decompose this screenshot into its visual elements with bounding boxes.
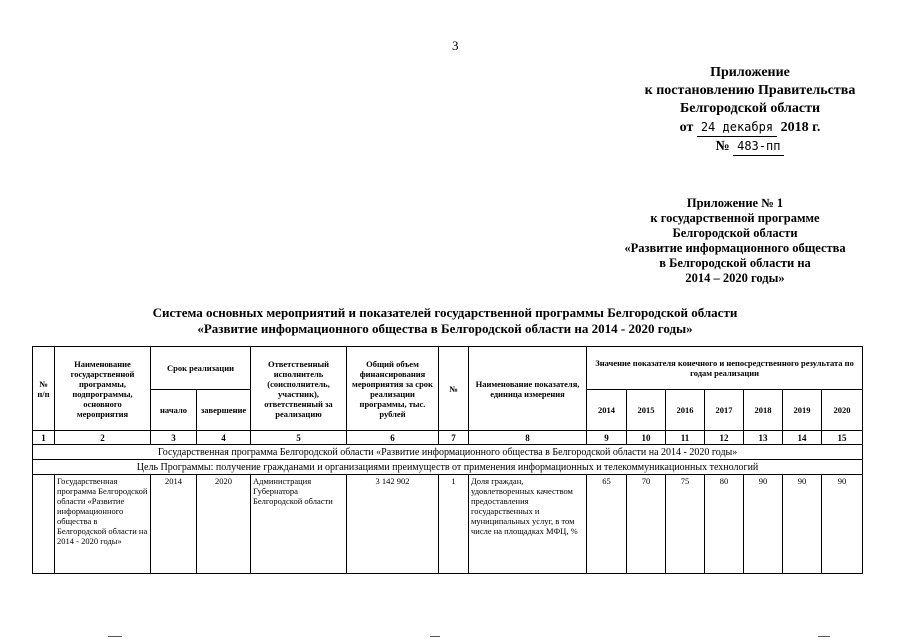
column-number: 15 (822, 431, 863, 445)
page-number: 3 (452, 38, 459, 53)
header-year: 2018 (744, 390, 783, 431)
column-number: 7 (439, 431, 469, 445)
column-number: 9 (587, 431, 627, 445)
number-typed: 483-пп (733, 137, 784, 156)
goal-row: Цель Программы: получение гражданами и организациями преимуществ от применения информационных и телекоммуникационных технологий (33, 460, 863, 475)
header-values: Значение показателя конечного и непосредственного результата по годам реализации (587, 347, 863, 390)
header-year: 2019 (783, 390, 822, 431)
header-year: 2017 (705, 390, 744, 431)
header-indicator-num: № (439, 347, 469, 431)
header-indicator: Наименование показателя, единица измерения (469, 347, 587, 431)
cell-value: 75 (666, 475, 705, 574)
cell-num (33, 475, 55, 574)
scan-mark (108, 636, 122, 637)
title-line1: Система основных мероприятий и показателей государственной программы Белгородской области (152, 305, 738, 320)
document-title (60, 305, 830, 337)
appendix-main-line1: Приложение (710, 65, 790, 80)
program-table (32, 346, 863, 574)
header-year: 2014 (587, 390, 627, 431)
appendix-main-line2: к постановлению Правительства (644, 83, 856, 98)
appendix-main-header (620, 64, 880, 156)
appendix-program-line3: Белгородской области (672, 226, 798, 240)
cell-financing: 3 142 902 (347, 475, 439, 574)
appendix-program-line4: «Развитие информационного общества (624, 241, 846, 255)
column-number: 2 (55, 431, 151, 445)
cell-value: 90 (822, 475, 863, 574)
cell-responsible: Администрация Губернатора Белгородской области (251, 475, 347, 574)
appendix-main-number-line (620, 137, 880, 156)
appendix-program-header (600, 196, 870, 286)
appendix-main-line3: Белгородской области (679, 101, 821, 116)
column-number: 10 (627, 431, 666, 445)
column-number: 11 (666, 431, 705, 445)
appendix-program-line2: к государственной программе (650, 211, 820, 225)
column-number: 13 (744, 431, 783, 445)
appendix-main-date-line (620, 118, 880, 137)
header-start: начало (151, 390, 197, 431)
column-number: 5 (251, 431, 347, 445)
number-prefix: № (715, 139, 730, 154)
column-number: 3 (151, 431, 197, 445)
title-line2: «Развитие информационного общества в Белгородской области на 2014 - 2020 годы» (197, 321, 693, 336)
cell-indicator-num: 1 (439, 475, 469, 574)
cell-value: 70 (627, 475, 666, 574)
column-number: 14 (783, 431, 822, 445)
scan-mark (818, 636, 830, 637)
column-number: 4 (197, 431, 251, 445)
cell-name: Государственная программа Белгородской области «Развитие информационного общества в Белгородской области на 2014 - 2020 годы» (55, 475, 151, 574)
date-prefix: от (679, 120, 694, 135)
column-number-row (33, 431, 863, 445)
header-year: 2020 (822, 390, 863, 431)
cell-indicator: Доля граждан, удовлетворенных качеством предоставления государственных и муниципальных услуг, в том числе на площадках МФЦ, % (469, 475, 587, 574)
cell-value: 90 (744, 475, 783, 574)
scan-mark (430, 636, 440, 637)
header-year: 2016 (666, 390, 705, 431)
header-financing: Общий объем финансирования мероприятия за срок реализации программы, тыс. рублей (347, 347, 439, 431)
column-number: 8 (469, 431, 587, 445)
header-period: Срок реализации (151, 347, 251, 390)
appendix-program-line5: в Белгородской области на (659, 256, 811, 270)
column-number: 6 (347, 431, 439, 445)
date-suffix: 2018 г. (780, 120, 821, 135)
column-number: 12 (705, 431, 744, 445)
column-number: 1 (33, 431, 55, 445)
cell-value: 90 (783, 475, 822, 574)
cell-value: 80 (705, 475, 744, 574)
appendix-program-line6: 2014 – 2020 годы» (685, 271, 785, 285)
header-year: 2015 (627, 390, 666, 431)
header-num: № п/п (33, 347, 55, 431)
appendix-program-line1: Приложение № 1 (686, 196, 784, 210)
cell-value: 65 (587, 475, 627, 574)
program-row: Государственная программа Белгородской области «Развитие информационного общества в Белгородской области на 2014 - 2020 годы» (33, 445, 863, 460)
table-row (33, 475, 863, 574)
header-end: завершение (197, 390, 251, 431)
header-responsible: Ответственный исполнитель (соисполнитель, участник), ответственный за реализацию (251, 347, 347, 431)
cell-start: 2014 (151, 475, 197, 574)
cell-end: 2020 (197, 475, 251, 574)
header-name: Наименование государственной программы, подпрограммы, основного мероприятия (55, 347, 151, 431)
date-typed: 24 декабря (697, 118, 777, 137)
